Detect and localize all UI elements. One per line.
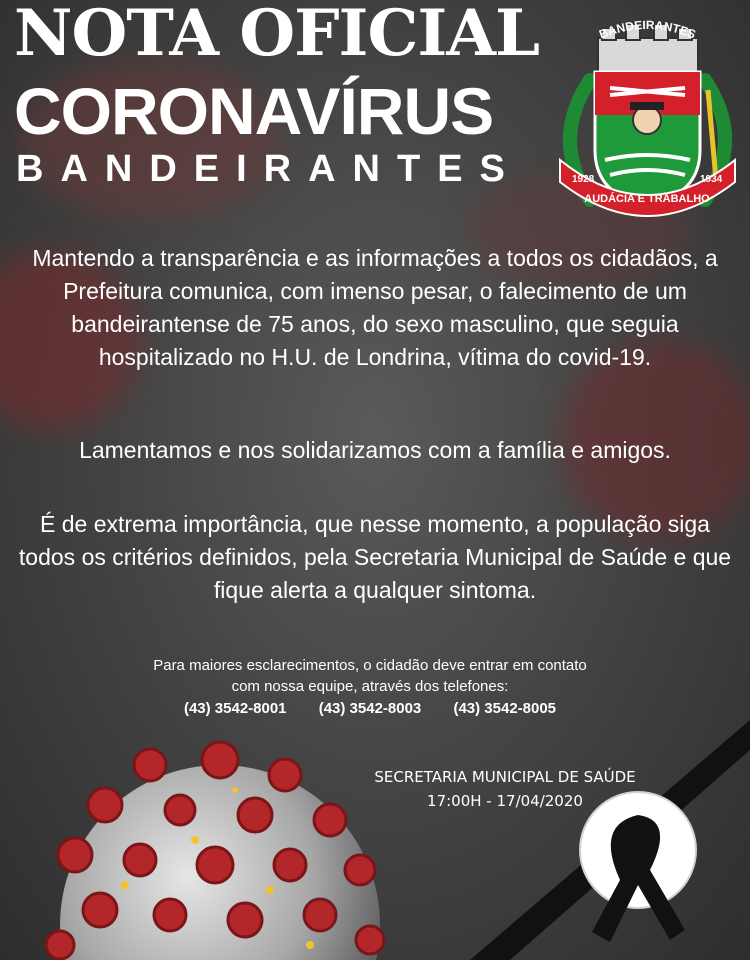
crest-motto: AUDÁCIA E TRABALHO bbox=[584, 193, 710, 205]
phone-number: (43) 3542-8001 bbox=[183, 700, 287, 717]
contact-line-2: com nossa equipe, através dos telefones: bbox=[231, 678, 509, 695]
phone-number: (43) 3542-8003 bbox=[318, 700, 422, 717]
signature-department: SECRETARIA MUNICIPAL DE SAÚDE bbox=[374, 768, 636, 786]
signature-datetime: 17:00H - 17/04/2020 bbox=[427, 792, 583, 810]
paragraph-announcement: Mantendo a transparência e as informações a todos os cidadãos, a Prefeitura comunica, com imenso pesar, o falecimento de um bandeirantense de 75 anos, do sexo masculino, que seguia hospitalizado no H.U. de Londrina, vítima do covid-19. bbox=[32, 245, 718, 370]
crest-year-left: 1928 bbox=[572, 174, 595, 185]
mourning-ribbon-icon bbox=[470, 720, 750, 960]
crest-year-right: 1934 bbox=[700, 174, 723, 185]
crest-top-text: BANDEIRANTES bbox=[597, 17, 698, 42]
paragraph-condolences: Lamentamos e nos solidarizamos com a família e amigos. bbox=[79, 437, 671, 463]
phone-list bbox=[60, 700, 680, 717]
phone-number: (43) 3542-8005 bbox=[453, 700, 557, 717]
title-nota-oficial: NOTA OFICIAL bbox=[14, 0, 539, 71]
city-crest-icon bbox=[550, 10, 745, 225]
contact-line-1: Para maiores esclarecimentos, o cidadão deve entrar em contato bbox=[153, 657, 587, 674]
title-bandeirantes: BANDEIRANTES bbox=[16, 148, 522, 190]
title-coronavirus: CORONAVÍRUS bbox=[14, 74, 494, 148]
paragraph-guidance: É de extrema importância, que nesse momento, a população siga todos os critérios definidos, pela Secretaria Municipal de Saúde e que fique alerta a qualquer sintoma. bbox=[18, 511, 732, 603]
